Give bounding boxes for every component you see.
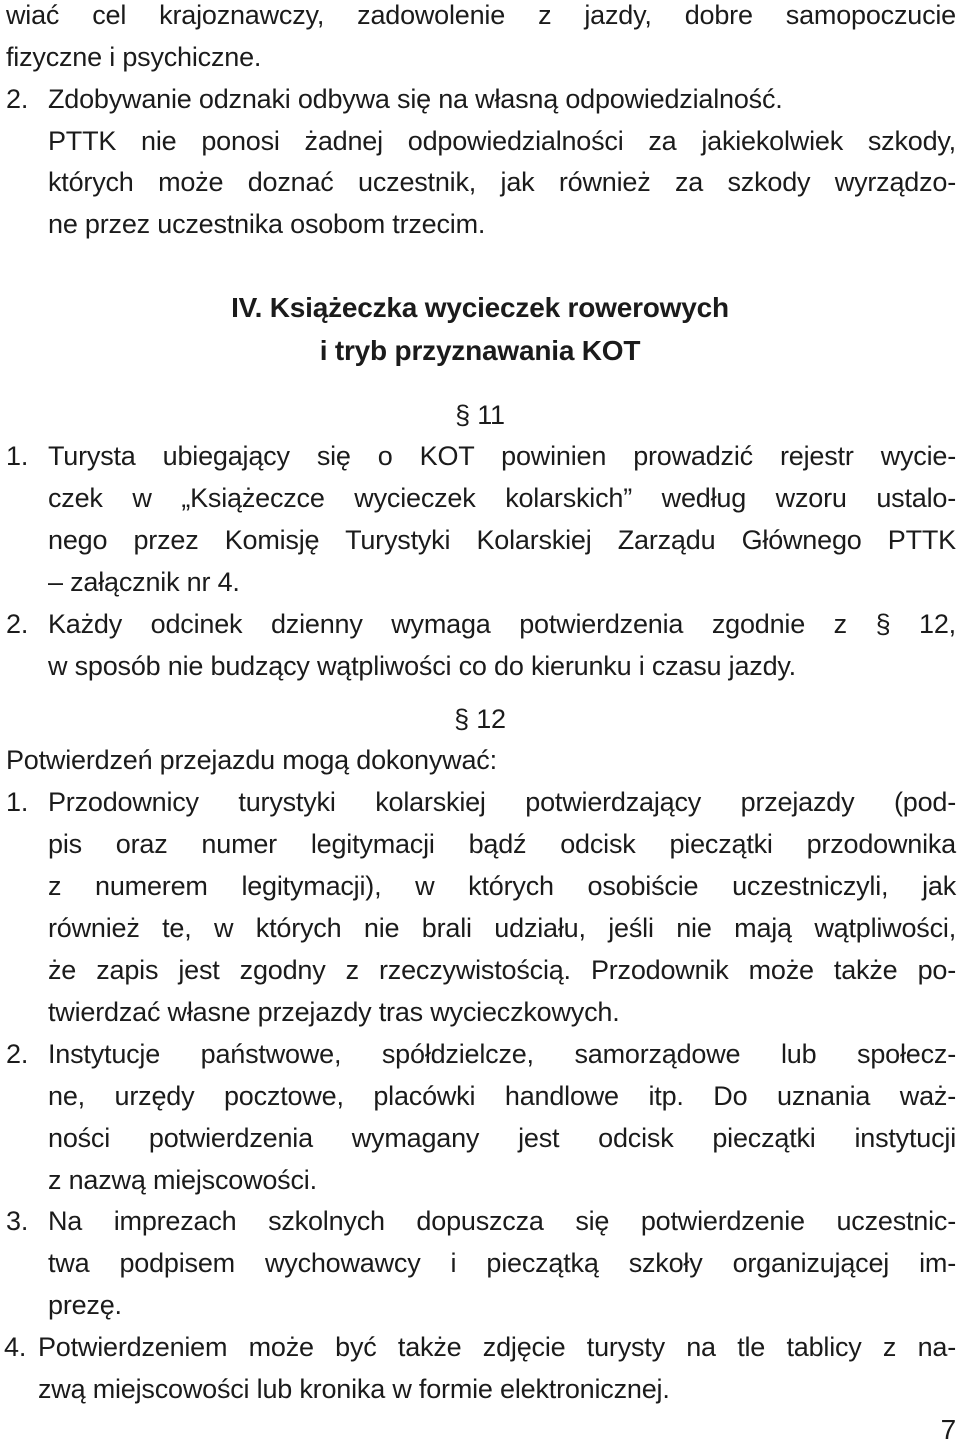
text-line [0,161,960,203]
item-text-line: twierdzać własne przejazdy tras wycieczkowych. [48,997,620,1027]
text-line [0,36,960,78]
list-item [0,1033,960,1075]
item-number: 3. [6,1206,29,1236]
item-text-line: prezę. [48,1290,122,1320]
item-text-line: twa podpisem wychowawcy i pieczątką szkoły organizującej im- [48,1248,956,1278]
text-line [0,519,960,561]
item-text-line: ne, urzędy pocztowe, placówki handlowe itp. Do uznania waż- [48,1081,956,1111]
item-text-line: Instytucje państwowe, spółdzielcze, samorządowe lub społecz- [48,1039,956,1069]
item-text-line: ności potwierdzenia wymagany jest odcisk pieczątki instytucji [48,1123,956,1153]
text-line [0,477,960,519]
list-item [0,603,960,645]
section-heading [0,330,960,372]
paragraph-label [0,698,960,740]
list-item [0,1326,960,1368]
text-line [0,1368,960,1410]
paragraph-label [0,394,960,436]
item-text-line: zwą miejscowości lub kronika w formie elektronicznej. [38,1374,670,1404]
item-text-line: że zapis jest zgodny z rzeczywistością. Przodownik może także po- [48,955,956,985]
text-line [0,823,960,865]
item-number: 2. [6,84,29,114]
item-text-line: również te, w których nie brali udziału, jeśli nie mają wątpliwości, [48,913,956,943]
text-line [0,1242,960,1284]
item-number: 2. [6,1039,29,1069]
item-text-line: czek w „Książeczce wycieczek kolarskich” według wzoru ustalo- [48,483,956,513]
item-text-line: Potwierdzeniem może być także zdjęcie turysty na tle tablicy z na- [38,1332,956,1362]
list-item [0,435,960,477]
intro-line-1: wiać cel krajoznawczy, zadowolenie z jazdy, dobre samopoczucie [6,0,956,30]
section-heading-line-1: IV. Książeczka wycieczek rowerowych [231,292,729,323]
item-number: 1. [6,441,29,471]
item-text-line: Na imprezach szkolnych dopuszcza się potwierdzenie uczestnic- [48,1206,956,1236]
item-number: 1. [6,787,29,817]
text-line [0,1075,960,1117]
text-line [0,1117,960,1159]
text-line [0,561,960,603]
text-line [0,120,960,162]
list-item [0,781,960,823]
item-number: 4. [4,1332,27,1362]
text-line [0,739,960,781]
item-text-line: Zdobywanie odznaki odbywa się na własną odpowiedzialność. [48,84,783,114]
item-text-line: PTTK nie ponosi żadnej odpowiedzialności za jakiekolwiek szkody, [48,126,956,156]
intro-line-2: fizyczne i psychiczne. [6,42,262,72]
paragraph-11-label: § 11 [455,400,505,430]
text-line [0,1284,960,1326]
item-text-line: nego przez Komisję Turystyki Kolarskiej Zarządu Głównego PTTK [48,525,956,555]
item-text-line: których może doznać uczestnik, jak również za szkody wyrządzo- [48,167,956,197]
section-heading-line-2: i tryb przyznawania KOT [319,335,641,366]
item-text-line: Każdy odcinek dzienny wymaga potwierdzenia zgodnie z § 12, [48,609,956,639]
item-text-line: z numerem legitymacji), w których osobiście uczestniczyli, jak [48,871,956,901]
section-heading [0,287,960,329]
item-text-line: Przodownicy turystyki kolarskiej potwierdzający przejazdy (pod- [48,787,956,817]
item-number: 2. [6,609,29,639]
item-text-line: ne przez uczestnika osobom trzecim. [48,209,486,239]
text-line [0,865,960,907]
list-item [0,78,960,120]
text-line [0,0,960,36]
list-item [0,1200,960,1242]
text-line [0,645,960,687]
text-line [0,1159,960,1201]
item-text-line: pis oraz numer legitymacji bądź odcisk pieczątki przodownika [48,829,956,859]
text-line [0,949,960,991]
text-line [0,907,960,949]
item-text-line: Turysta ubiegający się o KOT powinien prowadzić rejestr wycie- [48,441,956,471]
text-line [0,991,960,1033]
paragraph-12-intro: Potwierdzeń przejazdu mogą dokonywać: [6,745,497,775]
item-text-line: – załącznik nr 4. [48,567,240,597]
text-line [0,203,960,245]
page-number: 7 [940,1414,956,1445]
item-text-line: z nazwą miejscowości. [48,1165,317,1195]
paragraph-12-label: § 12 [454,704,506,734]
item-text-line: w sposób nie budzący wątpliwości co do kierunku i czasu jazdy. [48,651,796,681]
